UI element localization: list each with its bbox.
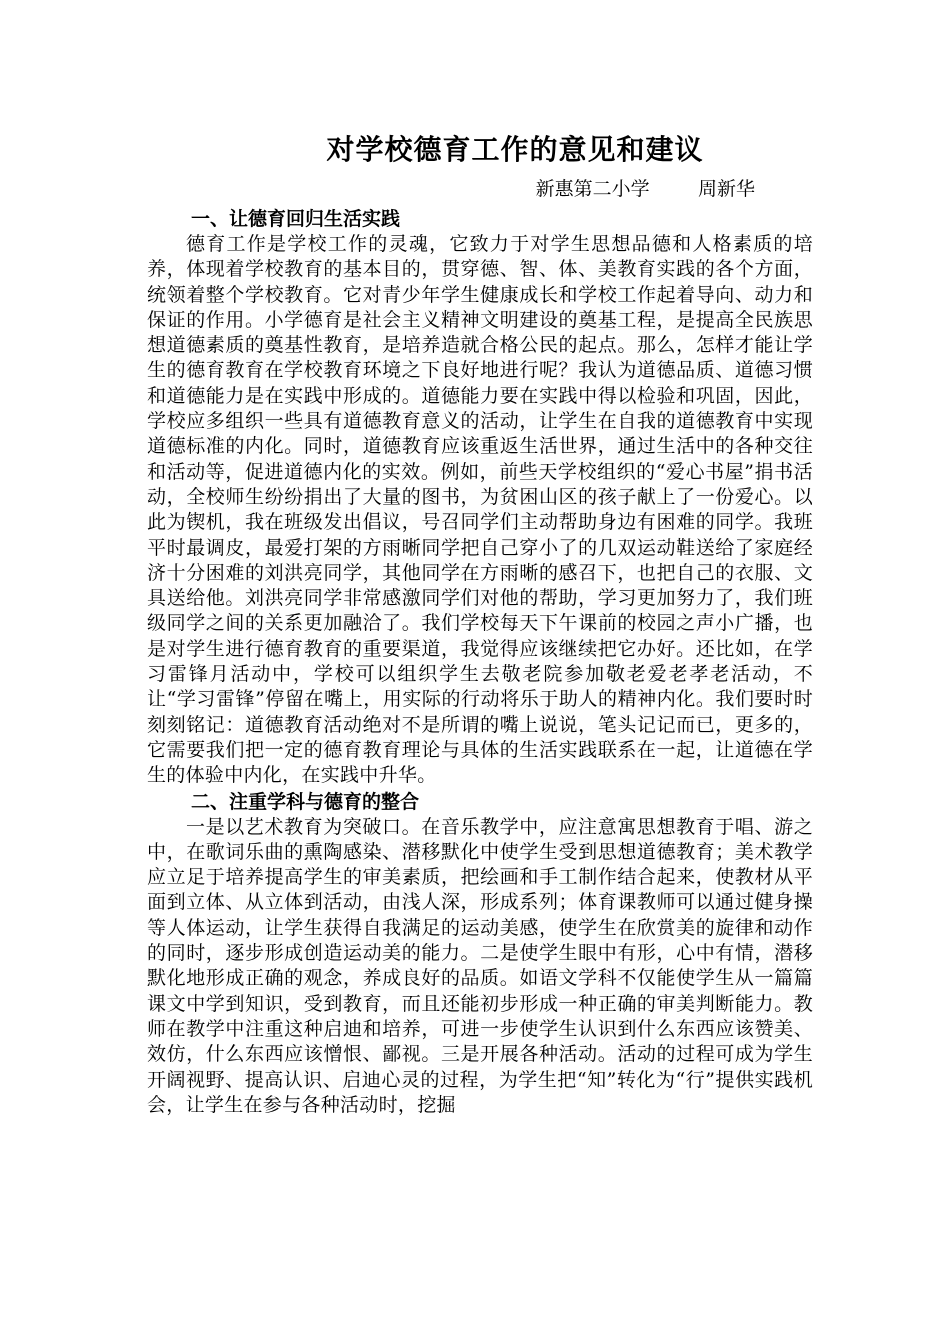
section-1 bbox=[147, 206, 813, 789]
section-heading: 一、让德育回归生活实践 bbox=[191, 208, 401, 230]
document-page bbox=[147, 124, 813, 1118]
document-title: 对学校德育工作的意见和建议 bbox=[326, 133, 704, 166]
section-paragraph: 一是以艺术教育为突破口。在音乐教学中，应注意寓思想教育于唱、游之中，在歌词乐曲的熏陶感染、潜移默化中使学生受到思想道德教育；美术教学应立足于培养提高学生的审美素质，把绘画和手工制作结合起来，使教材从平面到立体、从立体到活动，由浅人深，形成系列；体育课教师可以通过健身操等人体运动，让学生获得自我满足的运动美感，使学生在欣赏美的旋律和动作的同时，逐步形成创造运动美的能力。二是使学生眼中有形，心中有情，潜移默化地形成正确的观念，养成良好的品质。如语文学科不仅能使学生从一篇篇课文中学到知识，受到教育，而且还能初步形成一种正确的审美判断能力。教师在教学中注重这种启迪和培养，可进一步使学生认识到什么东西应该赞美、效仿，什么东西应该憎恨、鄙视。三是开展各种活动。活动的过程可成为学生开阔视野、提高认识、启迪心灵的过程，为学生把“知”转化为“行”提供实践机会，让学生在参与各种活动时，挖掘 bbox=[147, 815, 813, 1116]
section-2 bbox=[147, 789, 813, 1119]
author-byline: 新惠第二小学 周新华 bbox=[535, 178, 755, 200]
section-heading: 二、注重学科与德育的整合 bbox=[191, 790, 420, 813]
section-paragraph: 德育工作是学校工作的灵魂，它致力于对学生思想品德和人格素质的培养，体现着学校教育的基本目的，贯穿德、智、体、美教育实践的各个方面，统领着整个学校教育。它对青少年学生健康成长和学校工作起着导向、动力和保证的作用。小学德育是社会主义精神文明建设的奠基工程，是提高全民族思想道德素质的奠基性教育，是培养造就合格公民的起点。那么，怎样才能让学生的德育教育在学校教育环境之下良好地进行呢？我认为道德品质、道德习惯和道德能力是在实践中形成的。道德能力要在实践中得以检验和巩固，因此，学校应多组织一些具有道德教育意义的活动，让学生在自我的道德教育中实现道德标准的内化。同时，道德教育应该重返生活世界，通过生活中的各种交往和活动等，促进道德内化的实效。例如，前些天学校组织的“爱心书屋”捐书活动，全校师生纷纷捐出了大量的图书，为贫困山区的孩子献上了一份爱心。以此为锲机，我在班级发出倡议，号召同学们主动帮助身边有困难的同学。我班平时最调皮，最爱打架的方雨晰同学把自己穿小了的几双运动鞋送给了家庭经济十分困难的刘洪亮同学，其他同学在方雨晰的感召下，也把自己的衣服、文具送给他。刘洪亮同学非常感激同学们对他的帮助，学习更加努力了，我们班级同学之间的关系更加融洽了。我们学校每天下午课前的校园之声小广播，也是对学生进行德育教育的重要渠道，我觉得应该继续把它办好。还比如，在学习雷锋月活动中，学校可以组织学生去敬老院参加敬老爱老孝老活动，不让“学习雷锋”停留在嘴上，用实际的行动将乐于助人的精神内化。我们要时时刻刻铭记：道德教育活动绝对不是所谓的嘴上说说，笔头记记而已，更多的，它需要我们把一定的德育教育理论与具体的生活实践联系在一起，让道德在学生的体验中内化，在实践中升华。 bbox=[147, 233, 813, 787]
